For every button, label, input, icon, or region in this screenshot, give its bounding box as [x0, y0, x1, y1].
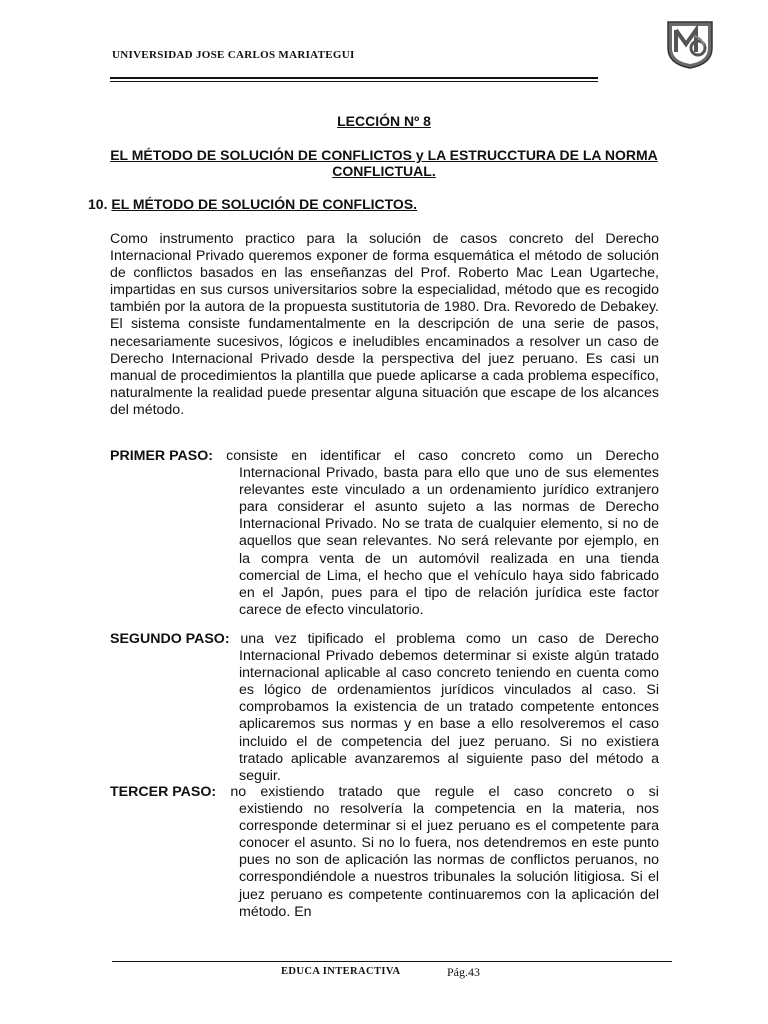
section-heading: [88, 196, 417, 212]
footer-label: EDUCA INTERACTIVA: [281, 966, 401, 977]
lesson-subtitle: EL MÉTODO DE SOLUCIÓN DE CONFLICTOS y LA ESTRUCCTURA DE LA NORMA CONFLICTUAL.: [110, 147, 658, 179]
step-label: TERCER PASO:: [110, 784, 217, 800]
step-word: tratado: [338, 784, 383, 800]
step-tercer: [110, 784, 659, 921]
header-rule: [110, 77, 598, 79]
step-word: si: [648, 784, 659, 800]
step-word: el: [393, 448, 405, 464]
step-first-line: [110, 784, 659, 801]
step-word: o: [626, 784, 635, 800]
step-word: Derecho: [605, 448, 659, 464]
step-label: SEGUNDO PASO:: [110, 631, 230, 647]
step-primer: [110, 448, 659, 619]
step-word: como: [466, 631, 501, 647]
step-word: caso: [418, 448, 449, 464]
step-body: existiendo no resolvería la competencia en la materia, nos corresponde determinar si el juez peruano es el competente para conocer el asunto. Si no lo fuera, nos detendremos en este punto pues no son de aplicación las normas de conflictos peruanos, no correspondiéndole a nuestros tribunales la solución litigiosa. Si el juez peruano es competente continuaremos con la aplicación del método. En: [239, 801, 659, 920]
footer-rule: [112, 961, 672, 962]
step-word: una: [240, 631, 264, 647]
step-body: Internacional Privado debemos determinar si existe algún tratado internacional aplicable al caso concreto teniendo en cuenta como es lógico de ordenamientos jurídicos vinculados al caso. Si comprobamos la existencia de un tratado competente entonces aplicaremos sus normas y en base a ello resolveremos el caso incluido el de competencia del juez peruano. Si no existiera tratado aplicable avanzaremos al siguiente paso del método a seguir.: [239, 648, 659, 784]
step-word: un: [576, 448, 593, 464]
step-body: Internacional Privado, basta para ello que uno de sus elementes relevantes este vinculado a un ordenamiento jurídico extranjero para considerar el asunto sujeto a las normas de Derecho Internacional Privado. No se trata de cualquier elemento, si no de aquellos que sean relevantes. No será relevante por ejemplo, en la compra venta de un automóvil realizada en una tienda comercial de Lima, el hecho que el vehículo haya sido fabricado en el Japón, pues para el tipo de relación jurídica este factor carece de efecto vinculatorio.: [239, 465, 659, 618]
step-word: en: [291, 448, 308, 464]
step-segundo: [110, 631, 659, 785]
step-word: concreto: [461, 448, 516, 464]
header-rule-thin: [110, 81, 598, 82]
step-word: que: [396, 784, 421, 800]
step-word: caso: [513, 784, 544, 800]
step-word: no: [230, 784, 247, 800]
step-word: el: [488, 784, 500, 800]
university-crest-icon: [664, 18, 716, 70]
step-word: el: [374, 631, 386, 647]
lesson-title: LECCIÓN Nº 8: [337, 113, 431, 129]
step-word: de: [578, 631, 595, 647]
step-word: como: [528, 448, 564, 464]
step-first-line: [110, 448, 659, 465]
step-word: un: [511, 631, 528, 647]
step-word: regule: [434, 784, 475, 800]
step-word: consiste: [226, 448, 279, 464]
section-number: 10.: [88, 196, 108, 212]
step-word: Derecho: [605, 631, 659, 647]
step-word: vez: [274, 631, 297, 647]
university-name: UNIVERSIDAD JOSE CARLOS MARIATEGUI: [112, 49, 355, 61]
step-word: existiendo: [260, 784, 325, 800]
step-word: concreto: [557, 784, 613, 800]
step-word: tipificado: [307, 631, 364, 647]
step-word: identificar: [320, 448, 381, 464]
page-number: Pág.43: [447, 965, 480, 979]
step-word: problema: [396, 631, 456, 647]
section-title: EL MÉTODO DE SOLUCIÓN DE CONFLICTOS.: [111, 196, 418, 212]
intro-paragraph: Como instrumento practico para la solución de casos concreto del Derecho Internacional Privado queremos exponer de forma esquemática el método de solución de conflictos basados en las enseñanzas del Prof. Roberto Mac Lean Ugarteche, impartidas en sus cursos universitarios sobre la especialidad, método que es recogido también por la autora de la propuesta sustitutoria de 1980. Dra. Revoredo de Debakey. El sistema consiste fundamentalmente en la descripción de una serie de pasos, necesariamente sucesivos, lógicos e ineludibles encaminados a resolver un caso de Derecho Internacional Privado desde la perspectiva del juez peruano. Es casi un manual de procedimientos la plantilla que puede aplicarse a cada problema específico, naturalmente la realidad puede presentar alguna situación que escape de los alcances del método.: [110, 231, 659, 418]
step-label: PRIMER PASO:: [110, 448, 213, 464]
step-first-line: [110, 631, 659, 648]
step-word: caso: [538, 631, 568, 647]
